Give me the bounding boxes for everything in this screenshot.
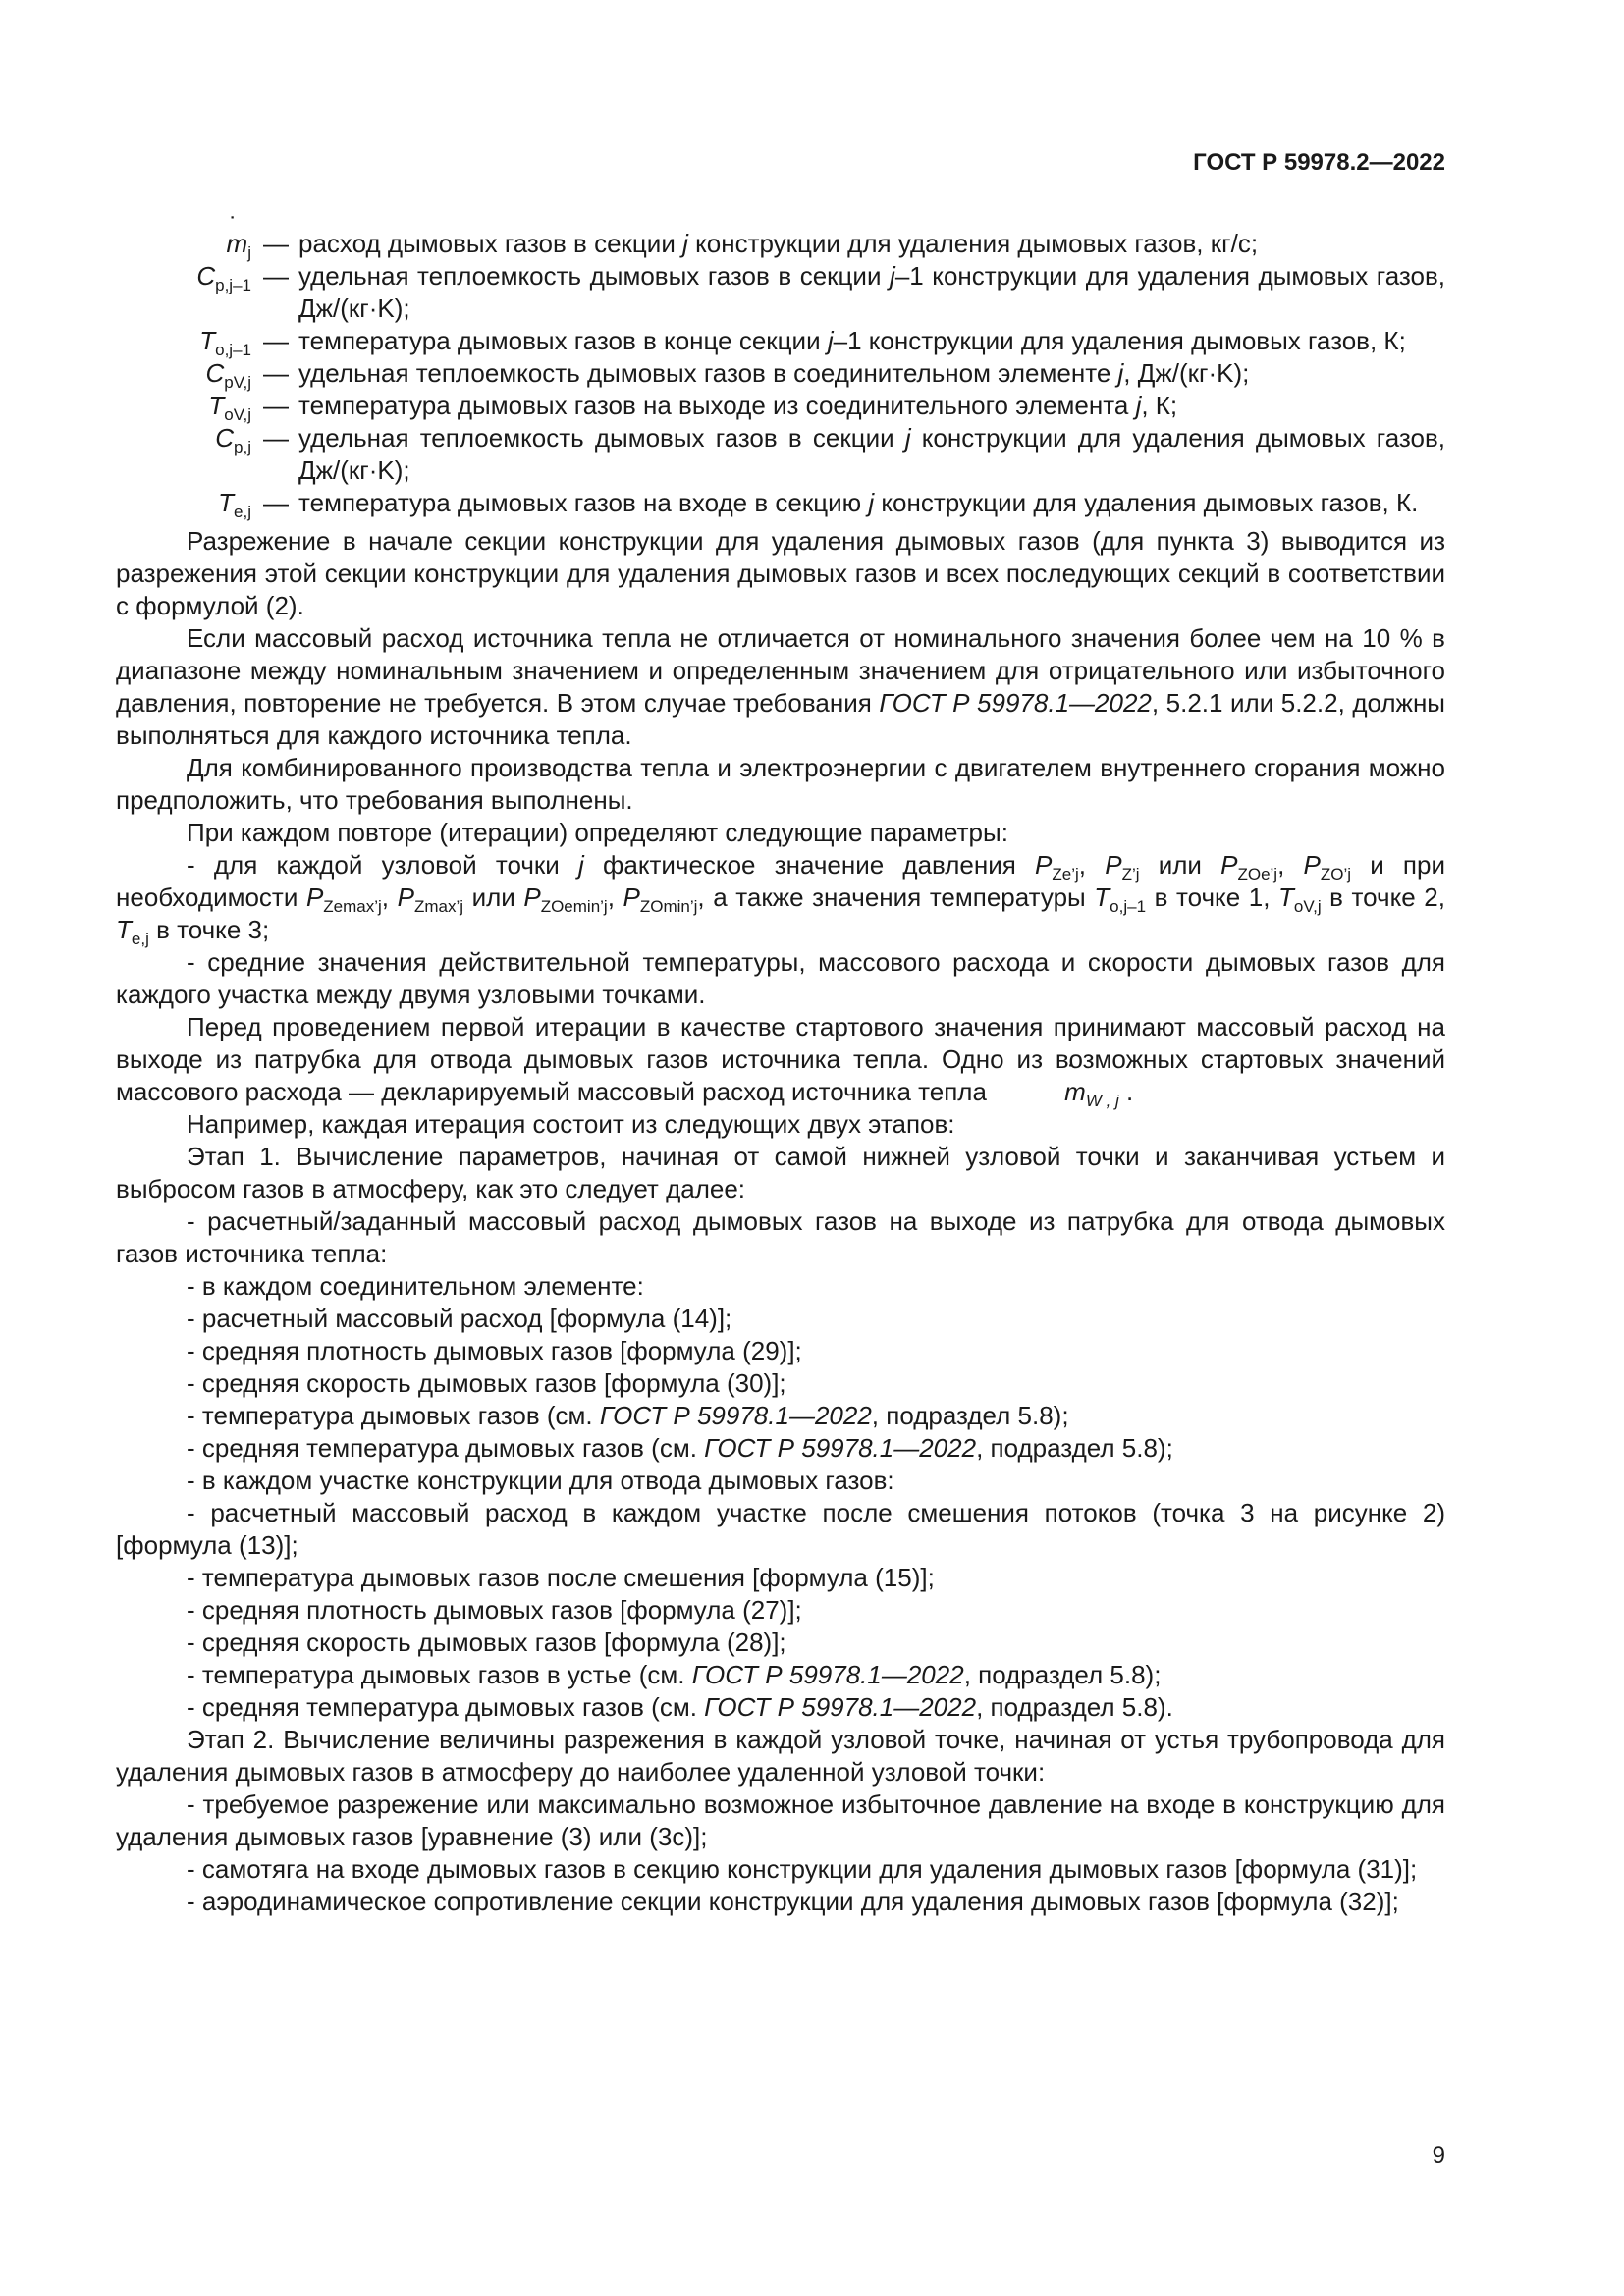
list-item: - средняя скорость дымовых газов [формула (30)];	[187, 1368, 786, 1398]
list-item: - средняя температура дымовых газов (см. ГОСТ Р 59978.1—2022, подраздел 5.8);	[187, 1433, 1173, 1463]
definition-item	[116, 260, 1445, 325]
list-item: - температура дымовых газов после смешения [формула (15)];	[187, 1563, 935, 1592]
standard-reference: ГОСТ Р 59978.1—2022	[879, 688, 1152, 718]
definition-symbol: $T_{o,j-1}$	[199, 326, 251, 359]
definition-text: температура дымовых газов на входе в секцию j конструкции для удаления дымовых газов, К.	[298, 488, 1419, 517]
page-number: 9	[1432, 2142, 1445, 2168]
paragraph: Этап 1. Вычисление параметров, начиная от самой нижней узловой точки и заканчивая устьем и выбросом газов в атмосферу, как это следует далее:	[116, 1142, 1445, 1203]
definition-text: температура дымовых газов на выходе из соединительного элемента j, К;	[298, 391, 1178, 420]
definitions-list	[116, 228, 1445, 519]
definition-item	[116, 487, 1445, 519]
definition-text: удельная теплоемкость дымовых газов в секции j конструкции для удаления дымовых газов, Дж/(кг·K);	[298, 423, 1446, 485]
standard-reference: ГОСТ Р 59978.1—2022	[704, 1433, 977, 1463]
list-item: - в каждом участке конструкции для отвода дымовых газов:	[187, 1466, 894, 1495]
definition-symbol: $C_{p,j-1}$	[196, 261, 251, 294]
paragraph: Например, каждая итерация состоит из следующих двух этапов:	[187, 1109, 955, 1139]
definition-item	[116, 357, 1445, 390]
list-item: - расчетный массовый расход в каждом участке после смешения потоков (точка 3 на рисунке 2) [формула (13)];	[116, 1498, 1445, 1560]
definition-text: удельная теплоемкость дымовых газов в секции j–1 конструкции для удаления дымовых газов, Дж/(кг·K);	[298, 261, 1445, 323]
definition-symbol: ˙ $m_j$	[116, 228, 253, 260]
list-item: - самотяга на входе дымовых газов в секцию конструкции для удаления дымовых газов [формула (31)];	[187, 1854, 1418, 1884]
paragraph: Для комбинированного производства тепла и электроэнергии с двигателем внутреннего сгорания можно предположить, что требования выполнены.	[116, 753, 1445, 815]
definition-dash: —	[263, 358, 289, 388]
paragraph-parameters: - для каждой узловой точки j фактическое значение давления $P_{Ze’j}$, $P_{Z’j}$ или $P_{ZOe’j}$, $P_{ZO’j}$ и при необходимости $P_{Zemax’j}$, $P_{Zmax’j}$ или $P_{ZOemin’j}$, $P_{ZOmin’j}$, а также значения температуры $T_{o,j-1}$ в точке 1, $T_{oV,j}$ в точке 2, $T_{e,j}$ в точке 3;	[116, 850, 1445, 948]
paragraph: Перед проведением первой итерации в качестве стартового значения принимают массовый расход на выходе из патрубка для отвода дымовых газов источника тепла. Одно из возможных стартовых значений массового расхода — декларируемый массовый расход источника тепла ˙ $m_{W , j}$ .	[116, 1011, 1445, 1108]
definition-dash: —	[263, 423, 289, 453]
definition-symbol: $T_{oV,j}$	[208, 391, 251, 424]
definition-text: удельная теплоемкость дымовых газов в соединительном элементе j, Дж/(кг·K);	[298, 358, 1250, 388]
list-item: - температура дымовых газов (см. ГОСТ Р 59978.1—2022, подраздел 5.8);	[187, 1401, 1069, 1430]
definition-text: расход дымовых газов в секции j конструкции для удаления дымовых газов, кг/с;	[298, 229, 1259, 258]
definition-item	[116, 422, 1445, 487]
list-item: - средняя плотность дымовых газов [формула (29)];	[187, 1336, 802, 1365]
paragraph: - средние значения действительной температуры, массового расхода и скорости дымовых газов для каждого участка между двумя узловыми точками.	[116, 947, 1445, 1009]
list-item: - требуемое разрежение или максимально возможное избыточное давление на входе в конструкцию для удаления дымовых газов [уравнение (3) или (3с)];	[116, 1789, 1445, 1851]
mass-flow-symbol: ˙ m	[994, 1076, 1086, 1108]
definition-item	[116, 390, 1445, 422]
list-item: - температура дымовых газов в устье (см. ГОСТ Р 59978.1—2022, подраздел 5.8);	[187, 1660, 1162, 1689]
paragraph: При каждом повторе (итерации) определяют следующие параметры:	[187, 818, 1008, 847]
list-item: - средняя плотность дымовых газов [формула (27)];	[187, 1595, 802, 1625]
paragraph: Разрежение в начале секции конструкции для удаления дымовых газов (для пункта 3) выводится из разрежения этой секции конструкции для удаления дымовых газов и всех последующих секций в соответствии с формулой (2).	[116, 526, 1445, 620]
paragraph: Этап 2. Вычисление величины разрежения в каждой узловой точке, начиная от устья трубопровода для удаления дымовых газов в атмосферу до наиболее удаленной узловой точки:	[116, 1725, 1445, 1787]
definition-symbol: $C_{pV,j}$	[205, 358, 251, 392]
document-header: ГОСТ Р 59978.2—2022	[1193, 149, 1445, 176]
definition-dash: —	[263, 488, 289, 517]
standard-reference: ГОСТ Р 59978.1—2022	[599, 1401, 872, 1430]
list-item: - расчетный массовый расход [формула (14)];	[187, 1304, 732, 1333]
definition-symbol: $C_{p,j}$	[215, 423, 251, 456]
paragraph: Если массовый расход источника тепла не отличается от номинального значения более чем на 10 % в диапазоне между номинальным значением и определенным значением для отрицательного или избыточного давления, повторение не требуется. В этом случае требования ГОСТ Р 59978.1—2022, 5.2.1 или 5.2.2, должны выполняться для каждого источника тепла.	[116, 623, 1445, 750]
definition-item	[116, 325, 1445, 357]
definition-symbol: $T_{e,j}$	[218, 488, 251, 521]
standard-reference: ГОСТ Р 59978.1—2022	[704, 1692, 977, 1722]
list-item: - в каждом соединительном элементе:	[187, 1271, 644, 1301]
list-item: - аэродинамическое сопротивление секции конструкции для удаления дымовых газов [формула (32)];	[187, 1887, 1399, 1916]
definition-dash: —	[263, 229, 289, 258]
list-item: - расчетный/заданный массовый расход дымовых газов на выходе из патрубка для отвода дымовых газов источника тепла:	[116, 1206, 1445, 1268]
list-item: - средняя температура дымовых газов (см. ГОСТ Р 59978.1—2022, подраздел 5.8).	[187, 1692, 1173, 1722]
page-content	[116, 228, 1445, 1918]
standard-reference: ГОСТ Р 59978.1—2022	[691, 1660, 964, 1689]
definition-dash: —	[263, 391, 289, 420]
definition-dash: —	[263, 261, 289, 291]
definition-text: температура дымовых газов в конце секции j–1 конструкции для удаления дымовых газов, К;	[298, 326, 1406, 355]
definition-dash: —	[263, 326, 289, 355]
list-item: - средняя скорость дымовых газов [формула (28)];	[187, 1628, 786, 1657]
definition-item	[116, 228, 1445, 260]
